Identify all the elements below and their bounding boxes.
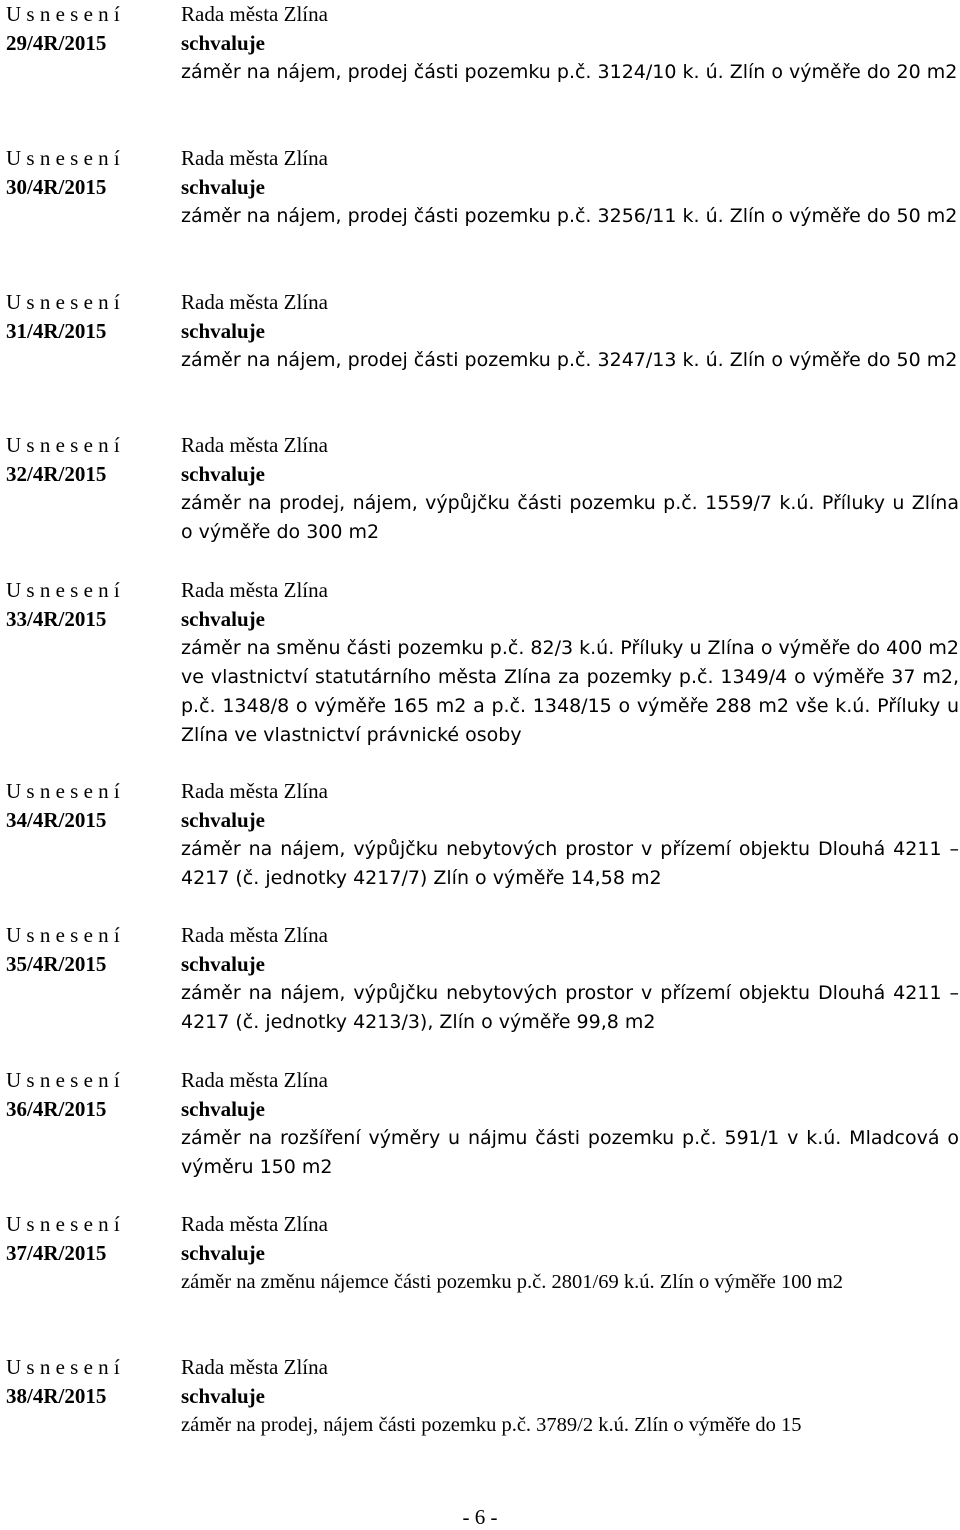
resolution-text: záměr na směnu části pozemku p.č. 82/3 k.ú. Příluky u Zlína o výměře do 400 m2 ve vlastnictví statutárního města Zlína za pozemky p.č. 1349/4 o výměře 37 m2, p.č. 1348/8 o výměře 165 m2 a p.č. 1348/15 o výměře 288 m2 vše k.ú. Příluky u Zlína ve vlastnictví právnické osoby <box>181 637 959 746</box>
resolution-verb: schvaluje <box>181 1384 265 1408</box>
council-name: Rada města Zlína <box>181 2 328 26</box>
council-name: Rada města Zlína <box>181 923 328 947</box>
resolution-number: 30/4R/2015 <box>6 175 107 199</box>
resolution-label: U s n e s e n í <box>6 1068 120 1092</box>
resolution-body <box>181 144 959 231</box>
resolution-meta <box>6 921 176 979</box>
resolution-number: 33/4R/2015 <box>6 607 107 631</box>
council-name: Rada města Zlína <box>181 146 328 170</box>
resolution-label: U s n e s e n í <box>6 290 120 314</box>
resolution-body <box>181 431 959 547</box>
resolution-verb: schvaluje <box>181 1241 265 1265</box>
resolution-text: záměr na nájem, výpůjčku nebytových prostor v přízemí objektu Dlouhá 4211 – 4217 (č. jednotky 4217/7) Zlín o výměře 14,58 m2 <box>181 838 959 889</box>
resolution-label: U s n e s e n í <box>6 1355 120 1379</box>
resolution-meta <box>6 777 176 835</box>
resolution-text: záměr na nájem, výpůjčku nebytových prostor v přízemí objektu Dlouhá 4211 – 4217 (č. jednotky 4213/3), Zlín o výměře 99,8 m2 <box>181 982 959 1033</box>
resolution-label: U s n e s e n í <box>6 1212 120 1236</box>
resolution-label: U s n e s e n í <box>6 923 120 947</box>
council-name: Rada města Zlína <box>181 1212 328 1236</box>
resolution-text: záměr na změnu nájemce části pozemku p.č. 2801/69 k.ú. Zlín o výměře 100 m2 <box>181 1271 844 1293</box>
resolution-meta <box>6 0 176 58</box>
resolution-number: 34/4R/2015 <box>6 808 107 832</box>
resolution-text: záměr na nájem, prodej části pozemku p.č. 3124/10 k. ú. Zlín o výměře do 20 m2 <box>181 61 958 83</box>
resolution-verb: schvaluje <box>181 175 265 199</box>
resolution-meta <box>6 288 176 346</box>
resolution-text: záměr na prodej, nájem, výpůjčku části pozemku p.č. 1559/7 k.ú. Příluky u Zlína o výměře do 300 m2 <box>181 492 959 543</box>
resolution-body <box>181 0 959 87</box>
council-name: Rada města Zlína <box>181 1355 328 1379</box>
resolution-verb: schvaluje <box>181 952 265 976</box>
resolution-verb: schvaluje <box>181 808 265 832</box>
resolution-label: U s n e s e n í <box>6 433 120 457</box>
resolution-text: záměr na nájem, prodej části pozemku p.č. 3247/13 k. ú. Zlín o výměře do 50 m2 <box>181 349 958 371</box>
resolution-body <box>181 1210 959 1297</box>
resolution-label: U s n e s e n í <box>6 578 120 602</box>
council-name: Rada města Zlína <box>181 433 328 457</box>
page-number: - 6 - <box>462 1505 498 1529</box>
resolution-text: záměr na prodej, nájem části pozemku p.č. 3789/2 k.ú. Zlín o výměře do 15 <box>181 1414 802 1436</box>
council-name: Rada města Zlína <box>181 1068 328 1092</box>
resolution-body <box>181 1066 959 1182</box>
resolution-body <box>181 1353 959 1440</box>
resolution-number: 37/4R/2015 <box>6 1241 107 1265</box>
resolution-text: záměr na rozšíření výměry u nájmu části pozemku p.č. 591/1 v k.ú. Mladcová o výměru 150 m2 <box>181 1127 959 1178</box>
resolution-number: 29/4R/2015 <box>6 31 107 55</box>
resolution-text: záměr na nájem, prodej části pozemku p.č. 3256/11 k. ú. Zlín o výměře do 50 m2 <box>181 205 958 227</box>
resolution-number: 31/4R/2015 <box>6 319 107 343</box>
resolution-number: 36/4R/2015 <box>6 1097 107 1121</box>
council-name: Rada města Zlína <box>181 779 328 803</box>
resolution-number: 35/4R/2015 <box>6 952 107 976</box>
council-name: Rada města Zlína <box>181 578 328 602</box>
resolution-verb: schvaluje <box>181 1097 265 1121</box>
resolution-meta <box>6 1066 176 1124</box>
resolution-verb: schvaluje <box>181 607 265 631</box>
council-name: Rada města Zlína <box>181 290 328 314</box>
resolution-label: U s n e s e n í <box>6 146 120 170</box>
resolution-body <box>181 576 959 750</box>
resolution-body <box>181 288 959 375</box>
resolution-body <box>181 921 959 1037</box>
resolution-meta <box>6 1210 176 1268</box>
resolution-verb: schvaluje <box>181 319 265 343</box>
resolution-verb: schvaluje <box>181 31 265 55</box>
resolution-verb: schvaluje <box>181 462 265 486</box>
resolution-body <box>181 777 959 893</box>
resolution-meta <box>6 576 176 634</box>
resolution-meta <box>6 144 176 202</box>
resolution-meta <box>6 431 176 489</box>
resolution-label: U s n e s e n í <box>6 779 120 803</box>
resolution-meta <box>6 1353 176 1411</box>
resolution-number: 38/4R/2015 <box>6 1384 107 1408</box>
resolution-label: U s n e s e n í <box>6 2 120 26</box>
resolution-number: 32/4R/2015 <box>6 462 107 486</box>
